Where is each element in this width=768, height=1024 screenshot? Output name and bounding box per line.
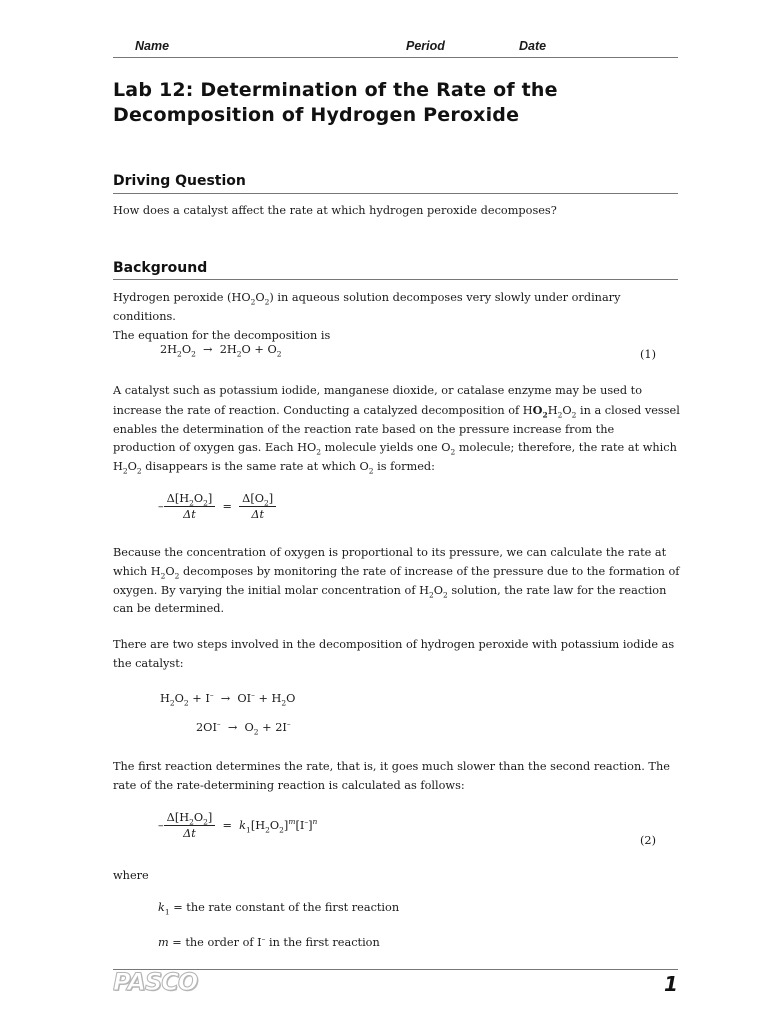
background-paragraph-5: The first reaction determines the rate, that is, it goes much slower than the second reaction. The rate of the rate-determining reaction is calculated as follows: — [113, 760, 670, 792]
title-line-1: Lab 12: Determination of the Rate of the — [113, 79, 558, 101]
footer-rule — [113, 969, 678, 970]
background-paragraph-1: Hydrogen peroxide $(HO_2O_2)$ in aqueous solution decomposes very slowly under ordinary conditions. The equation for the decomposition is — [113, 291, 621, 342]
equation-2-number: (2) — [640, 834, 657, 847]
step-equation-2: $2OI^- \to O_2 + 2I^-$ — [196, 719, 291, 737]
background-paragraph-2: A catalyst such as potassium iodide, manganese dioxide, or catalase enzyme may be used to increase the rate of reaction. Conducting a catalyzed decomposition of $HO_2H_2O_2$ in a closed vessel enables the determination of the reaction rate based on the pressure increase from the production of oxygen gas. Each $HO_2$ molecule yields one $O_2$ molecule; therefore, the rate at which $H_2O_2$ disappears is the same rate at which $O_2$ is formed: — [113, 384, 680, 476]
background-paragraph-4: There are two steps involved in the decomposition of hydrogen peroxide with potassium iodide as the catalyst: — [113, 638, 675, 670]
driving-question-rule — [113, 193, 678, 194]
name-label: Name — [135, 39, 170, 53]
page-title — [113, 78, 713, 128]
definition-m: m = the order of I– in the first reaction — [158, 934, 380, 949]
equation-1: $2H_2O_2 \to 2H_2O + O_2$ — [160, 343, 282, 359]
rate-law-equation: – $\frac{\Delta[H_2O_2]}{\Delta t}$ = $k_1[H_2O_2]^m[I^-]^n$ — [158, 811, 318, 840]
background-paragraph-3: Because the concentration of oxygen is proportional to its pressure, we can calculate the rate at which $H_2O_2$ decomposes by monitoring the rate of increase of the pressure due to the formation of oxygen. By varying the initial molar concentration of $H_2O_2$ solution, the rate law for the reaction can be determined. — [113, 546, 680, 616]
equation-1-number: (1) — [640, 348, 657, 361]
title-line-2: Decomposition of Hydrogen Peroxide — [113, 104, 520, 126]
rate-equation: – $\frac{\Delta[H_2O_2]}{\Delta t}$ = $\frac{\Delta[O_2]}{\Delta t}$ — [158, 492, 276, 521]
step-equation-1: $H_2O_2 + I^- \to OI^- + H_2O$ — [160, 690, 296, 708]
where-label: where — [113, 869, 149, 882]
date-label: Date — [519, 39, 547, 53]
background-heading: Background — [113, 260, 208, 276]
pasco-logo: PASCO — [113, 968, 198, 996]
background-rule — [113, 279, 678, 280]
driving-question-text: How does a catalyst affect the rate at which hydrogen peroxide decomposes? — [113, 204, 557, 217]
definition-k1: $k_1$ = the rate constant of the first reaction — [158, 901, 400, 917]
header-rule — [113, 57, 678, 58]
driving-question-heading: Driving Question — [113, 173, 246, 189]
page-number: 1 — [664, 972, 678, 996]
period-label: Period — [406, 39, 445, 53]
